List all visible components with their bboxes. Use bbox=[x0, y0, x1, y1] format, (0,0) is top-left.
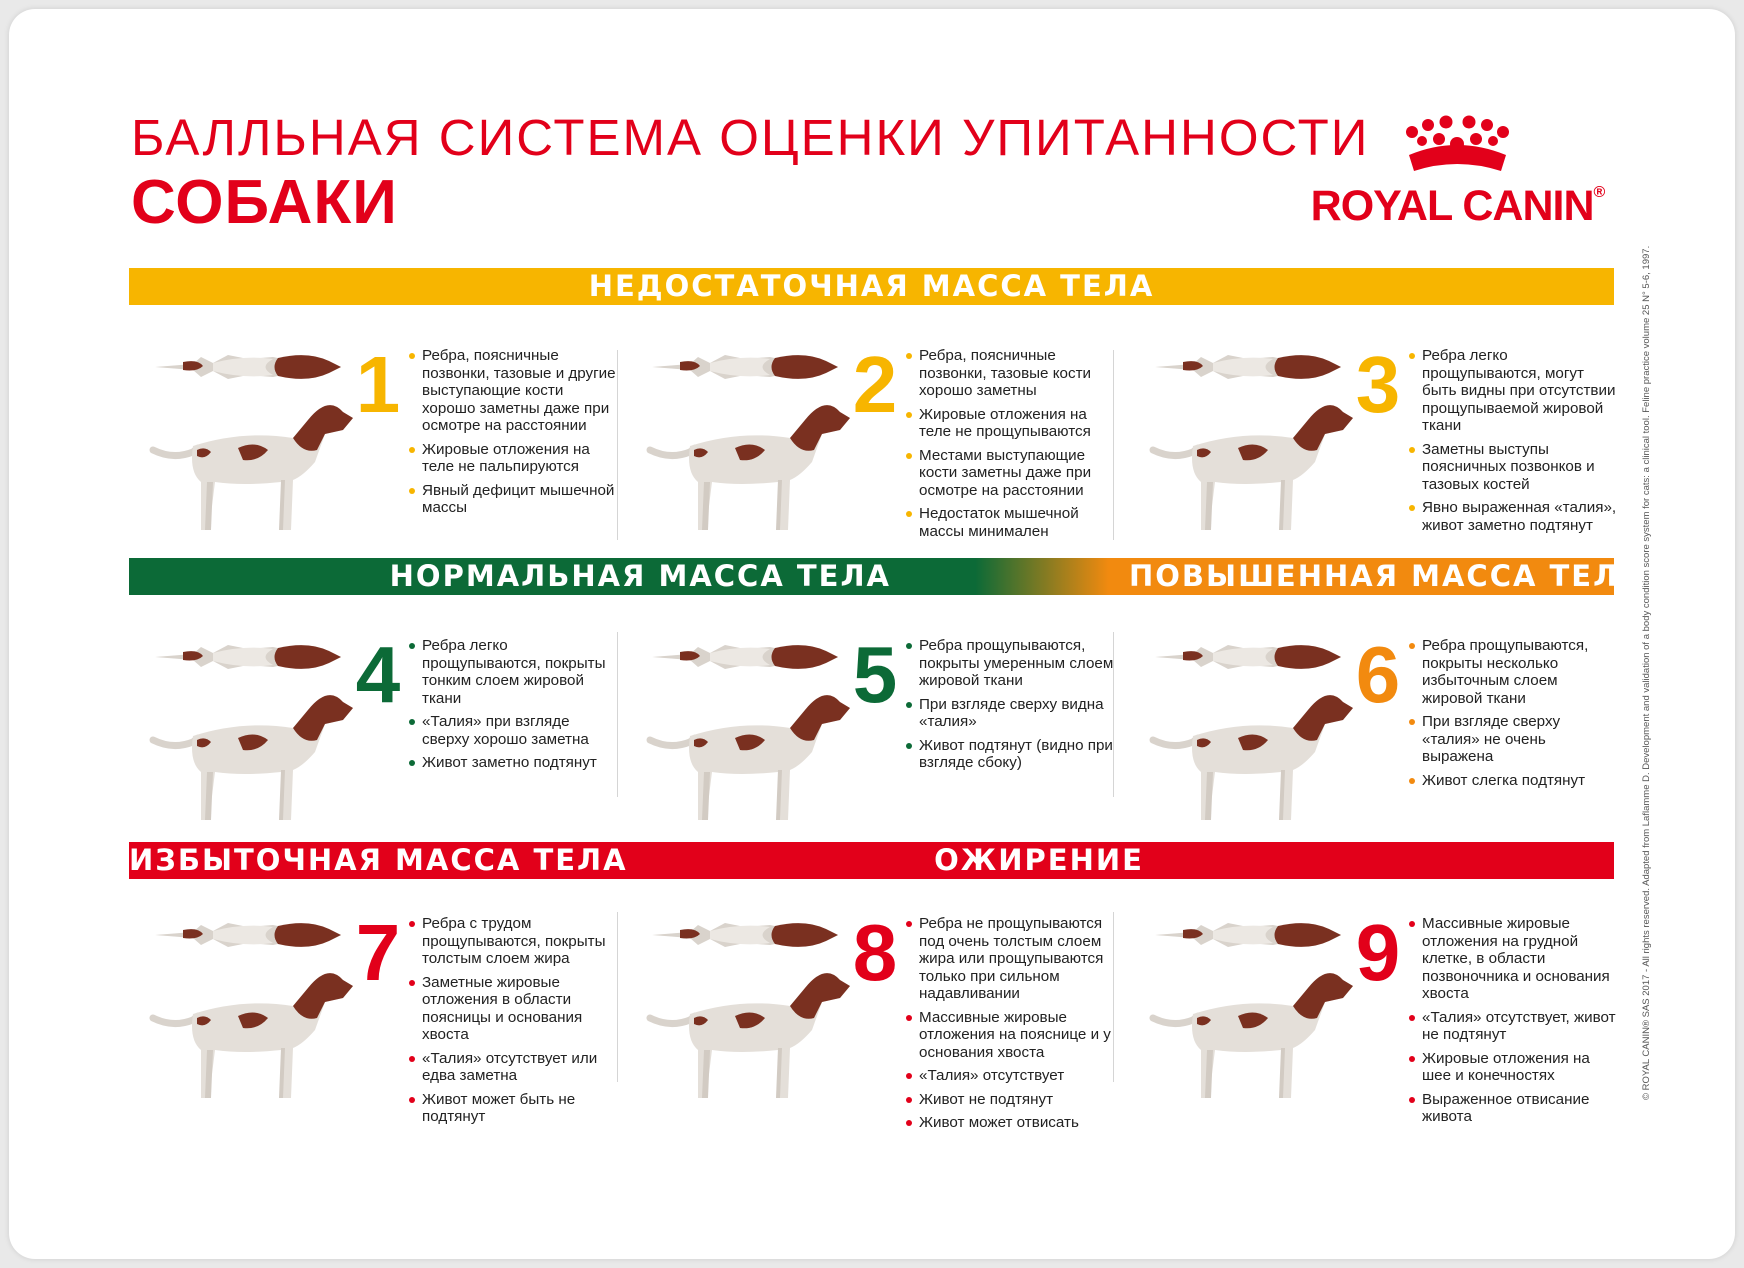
score-point: Живот подтянут (видно при взгляде сбоку) bbox=[905, 737, 1117, 772]
band-underweight bbox=[129, 268, 1614, 305]
band-normal-above bbox=[129, 558, 1644, 595]
band-above-label: ПОВЫШЕННАЯ МАССА ТЕЛА bbox=[1129, 559, 1644, 593]
score-point: Явно выраженная «талия», живот заметно подтянут bbox=[1408, 499, 1620, 534]
registered-mark: ® bbox=[1593, 184, 1605, 201]
score-number: 1 bbox=[355, 340, 401, 429]
score-point: Жировые отложения на теле не пальпируются bbox=[408, 441, 620, 476]
score-point: «Талия» при взгляде сверху хорошо заметна bbox=[408, 713, 620, 748]
score-point: Массивные жировые отложения на грудной клетке, в области позвоночника и основания хвоста bbox=[1408, 915, 1620, 1003]
score-description bbox=[1408, 637, 1620, 795]
score-point: Живот может быть не подтянут bbox=[408, 1091, 620, 1126]
score-description bbox=[1408, 347, 1620, 540]
score-number: 5 bbox=[852, 630, 898, 719]
score-point: Заметные жировые отложения в области поясницы и основания хвоста bbox=[408, 974, 620, 1044]
score-card bbox=[1128, 305, 1618, 545]
dog-top-view-icon bbox=[1153, 345, 1343, 389]
score-card bbox=[1128, 595, 1618, 835]
dog-top-view-icon bbox=[153, 635, 343, 679]
score-number: 9 bbox=[1355, 908, 1401, 997]
score-point: Ребра прощупываются, покрыты умеренным слоем жировой ткани bbox=[905, 637, 1117, 690]
dog-side-view-icon bbox=[143, 680, 358, 832]
score-number: 4 bbox=[355, 630, 401, 719]
score-card bbox=[128, 873, 618, 1125]
score-point: Живот не подтянут bbox=[905, 1091, 1117, 1109]
score-point: «Талия» отсутствует или едва заметна bbox=[408, 1050, 620, 1085]
score-point: Ребра легко прощупываются, могут быть видны при отсутствии прощупываемой жировой ткани bbox=[1408, 347, 1620, 435]
dog-side-view-icon bbox=[1143, 958, 1358, 1110]
dog-top-view-icon bbox=[153, 913, 343, 957]
score-number: 7 bbox=[355, 908, 401, 997]
dog-top-view-icon bbox=[650, 345, 840, 389]
score-point: Заметны выступы поясничных позвонков и тазовых костей bbox=[1408, 441, 1620, 494]
band-obese-label: ОЖИРЕНИЕ bbox=[934, 843, 1144, 877]
dog-side-view-icon bbox=[640, 680, 855, 832]
score-description bbox=[905, 915, 1117, 1138]
score-card bbox=[1128, 873, 1618, 1125]
score-point: При взгляде сверху видна «талия» bbox=[905, 696, 1117, 731]
band-normal-label: НОРМАЛЬНАЯ МАССА ТЕЛА bbox=[389, 559, 891, 593]
dog-top-view-icon bbox=[153, 345, 343, 389]
score-point: Ребра прощупываются, покрыты несколько избыточным слоем жировой ткани bbox=[1408, 637, 1620, 707]
score-point: Недостаток мышечной массы минимален bbox=[905, 505, 1117, 540]
dog-top-view-icon bbox=[1153, 635, 1343, 679]
score-point: Ребра не прощупываются под очень толстым слоем жира или прощупываются только при сильном надавливании bbox=[905, 915, 1117, 1003]
score-description bbox=[1408, 915, 1620, 1132]
score-description bbox=[408, 637, 620, 778]
band-underweight-label: НЕДОСТАТОЧНАЯ МАССА ТЕЛА bbox=[588, 269, 1155, 303]
score-description bbox=[905, 637, 1117, 778]
score-point: Ребра с трудом прощупываются, покрыты толстым слоем жира bbox=[408, 915, 620, 968]
dog-top-view-icon bbox=[650, 913, 840, 957]
score-card bbox=[128, 305, 618, 545]
score-point: Живот слегка подтянут bbox=[1408, 772, 1620, 790]
score-point: «Талия» отсутствует bbox=[905, 1067, 1117, 1085]
score-number: 3 bbox=[1355, 340, 1401, 429]
dog-top-view-icon bbox=[1153, 913, 1343, 957]
score-number: 8 bbox=[852, 908, 898, 997]
score-point: Ребра, поясничные позвонки, тазовые кости хорошо заметны bbox=[905, 347, 1117, 400]
band-overweight-label: ИЗБЫТОЧНАЯ МАССА ТЕЛА bbox=[129, 843, 628, 877]
dog-top-view-icon bbox=[650, 635, 840, 679]
dog-side-view-icon bbox=[143, 390, 358, 542]
score-card bbox=[625, 873, 1115, 1131]
crown-icon bbox=[1395, 115, 1520, 177]
score-point: «Талия» отсутствует, живот не подтянут bbox=[1408, 1009, 1620, 1044]
score-description bbox=[408, 915, 620, 1132]
dog-side-view-icon bbox=[143, 958, 358, 1110]
score-number: 6 bbox=[1355, 630, 1401, 719]
score-description bbox=[408, 347, 620, 523]
score-point: Местами выступающие кости заметны даже при осмотре на расстоянии bbox=[905, 447, 1117, 500]
brand-name: ROYAL CANIN bbox=[1310, 182, 1594, 230]
score-point: Явный дефицит мышечной массы bbox=[408, 482, 620, 517]
copyright-footnote: © ROYAL CANIN® SAS 2017 - All rights reserved. Adapted from Laflamme D. Development and validation of a body condition score system for cats: a clinical tool. Feline practice volume 25 N° 5-6, 1997. bbox=[1641, 245, 1652, 1100]
score-point: Жировые отложения на теле не прощупываются bbox=[905, 406, 1117, 441]
royal-canin-logo bbox=[1300, 115, 1615, 240]
score-point: При взгляде сверху «талия» не очень выражена bbox=[1408, 713, 1620, 766]
score-card bbox=[128, 595, 618, 835]
score-point: Массивные жировые отложения на пояснице и у основания хвоста bbox=[905, 1009, 1117, 1062]
score-point: Выраженное отвисание живота bbox=[1408, 1091, 1620, 1126]
dog-side-view-icon bbox=[640, 390, 855, 542]
score-card bbox=[625, 305, 1115, 545]
page-title: БАЛЛЬНАЯ СИСТЕМА ОЦЕНКИ УПИТАННОСТИ bbox=[131, 109, 1370, 166]
score-card bbox=[625, 595, 1115, 835]
score-point: Жировые отложения на шее и конечностях bbox=[1408, 1050, 1620, 1085]
score-point: Ребра, поясничные позвонки, тазовые и другие выступающие кости хорошо заметны даже при осмотре на расстоянии bbox=[408, 347, 620, 435]
score-number: 2 bbox=[852, 340, 898, 429]
score-description bbox=[905, 347, 1117, 546]
score-point: Ребра легко прощупываются, покрыты тонким слоем жировой ткани bbox=[408, 637, 620, 707]
score-point: Живот заметно подтянут bbox=[408, 754, 620, 772]
page-subtitle: СОБАКИ bbox=[131, 168, 398, 237]
dog-side-view-icon bbox=[1143, 390, 1358, 542]
dog-side-view-icon bbox=[1143, 680, 1358, 832]
score-point: Живот может отвисать bbox=[905, 1114, 1117, 1132]
dog-side-view-icon bbox=[640, 958, 855, 1110]
